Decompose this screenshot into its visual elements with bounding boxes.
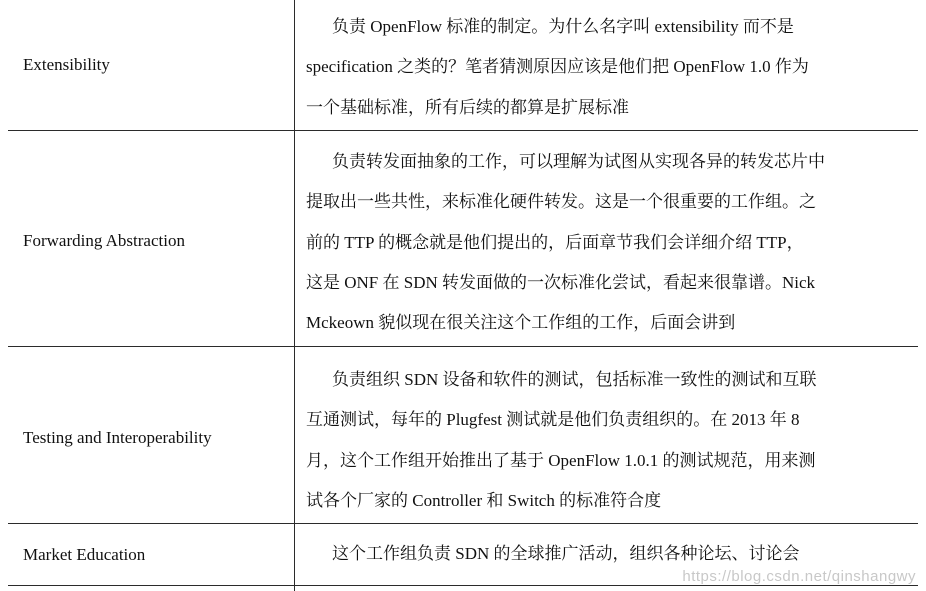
description-line: specification 之类的？笔者猜测原因应该是他们把 OpenFlow 1.0 作为 xyxy=(306,57,809,77)
description-line: 前的 TTP 的概念就是他们提出的，后面章节我们会详细介绍 TTP， xyxy=(306,232,804,252)
row-divider xyxy=(8,585,918,586)
row-description xyxy=(306,142,906,343)
row-divider xyxy=(8,130,918,131)
row-term: Extensibility xyxy=(23,55,110,74)
description-line: 负责 OpenFlow 标准的制定。为什么名字叫 extensibility 而不是 xyxy=(332,17,794,36)
description-line: 负责转发面抽象的工作，可以理解为试图从实现各异的转发芯片中 xyxy=(332,152,825,171)
description-line: 一个基础标准，所有后续的都算是扩展标准 xyxy=(306,97,629,117)
row-divider xyxy=(8,346,918,347)
column-divider xyxy=(294,0,295,591)
row-term: Forwarding Abstraction xyxy=(23,231,185,250)
row-term: Market Education xyxy=(23,545,146,564)
watermark: https://blog.csdn.net/qinshangwy xyxy=(682,568,916,585)
description-line: 提取出一些共性，来标准化硬件转发。这是一个很重要的工作组。之 xyxy=(306,192,816,212)
description-line: 这是 ONF 在 SDN 转发面做的一次标准化尝试，看起来很靠谱。Nick xyxy=(306,272,816,292)
description-line: 负责组织 SDN 设备和软件的测试，包括标准一致性的测试和互联 xyxy=(332,370,817,389)
row-term: Testing and Interoperability xyxy=(23,428,212,447)
description-line: 试各个厂家的 Controller 和 Switch 的标准符合度 xyxy=(306,490,662,510)
row-description xyxy=(306,360,906,521)
description-line: 互通测试，每年的 Plugfest 测试就是他们负责组织的。在 2013 年 8 xyxy=(306,410,800,430)
description-line: Mckeown 貌似现在很关注这个工作组的工作，后面会讲到 xyxy=(306,313,736,333)
row-description xyxy=(306,7,906,128)
description-line: 这个工作组负责 SDN 的全球推广活动，组织各种论坛、讨论会 xyxy=(332,544,800,563)
description-line: 月，这个工作组开始推出了基于 OpenFlow 1.0.1 的测试规范，用来测 xyxy=(306,450,816,470)
row-divider xyxy=(8,523,918,524)
